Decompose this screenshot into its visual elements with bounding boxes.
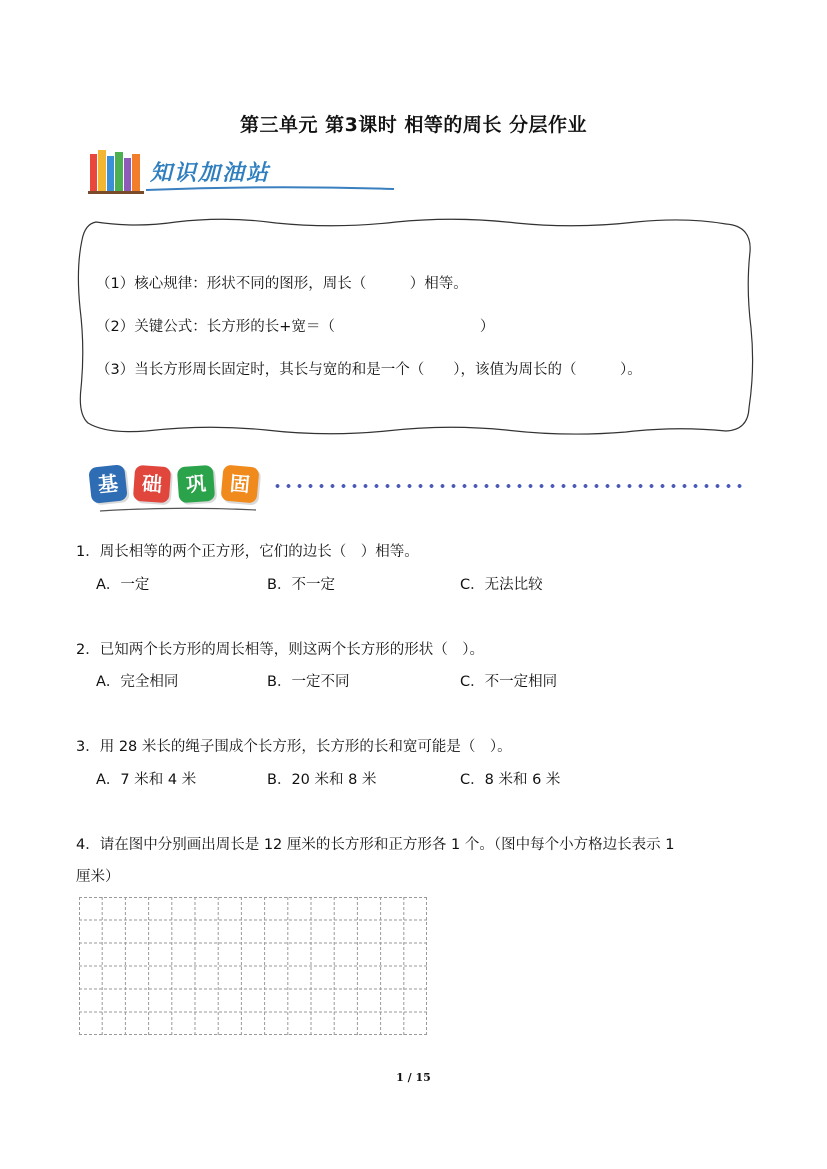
question-3-option-b[interactable]: B．20 米和 8 米 [267,772,377,788]
question-1-option-c[interactable]: C．无法比较 [460,577,543,593]
drawing-grid[interactable] [79,897,427,1035]
knowledge-banner-label: 知识加油站 [150,161,271,186]
basics-tile-3: 巩 [177,465,215,503]
basics-banner [88,462,748,514]
question-2-option-b[interactable]: B．一定不同 [267,674,350,690]
question-2-option-a[interactable]: A．完全相同 [96,674,179,690]
basics-tile-2: 础 [133,465,171,503]
question-1-option-a[interactable]: A．一定 [96,577,150,593]
basics-tile-1: 基 [88,464,128,504]
question-4-stem-line-2: 厘米） [76,869,120,885]
basics-tile-4: 固 [220,464,259,503]
knowledge-banner [88,148,318,198]
knowledge-line-2: （2）关键公式：长方形的长+宽＝（ ） [96,319,495,335]
question-1-option-b[interactable]: B．不一定 [267,577,335,593]
question-3-option-a[interactable]: A．7 米和 4 米 [96,772,197,788]
question-4-stem-line-1: 4．请在图中分别画出周长是 12 厘米的长方形和正方形各 1 个。（图中每个小方格边长表示 1 [76,837,675,853]
page-number: 1 / 15 [396,1071,431,1084]
question-1-stem: 1．周长相等的两个正方形，它们的边长（ ）相等。 [76,544,419,560]
dotted-divider [272,484,742,488]
question-3-stem: 3．用 28 米长的绳子围成个长方形，长方形的长和宽可能是（ ）。 [76,739,512,755]
page-title: 第三单元 第3课时 相等的周长 分层作业 [239,114,588,136]
question-2-option-c[interactable]: C．不一定相同 [460,674,558,690]
knowledge-line-1: （1）核心规律：形状不同的图形，周长（ ）相等。 [96,276,468,292]
question-3-option-c[interactable]: C．8 米和 6 米 [460,772,561,788]
banner-underline [144,186,396,192]
books-icon [88,148,144,194]
question-2-stem: 2．已知两个长方形的周长相等，则这两个长方形的形状（ ）。 [76,642,484,658]
basics-underline [98,506,258,514]
knowledge-line-3: （3）当长方形周长固定时，其长与宽的和是一个（ ），该值为周长的（ ）。 [96,362,642,378]
